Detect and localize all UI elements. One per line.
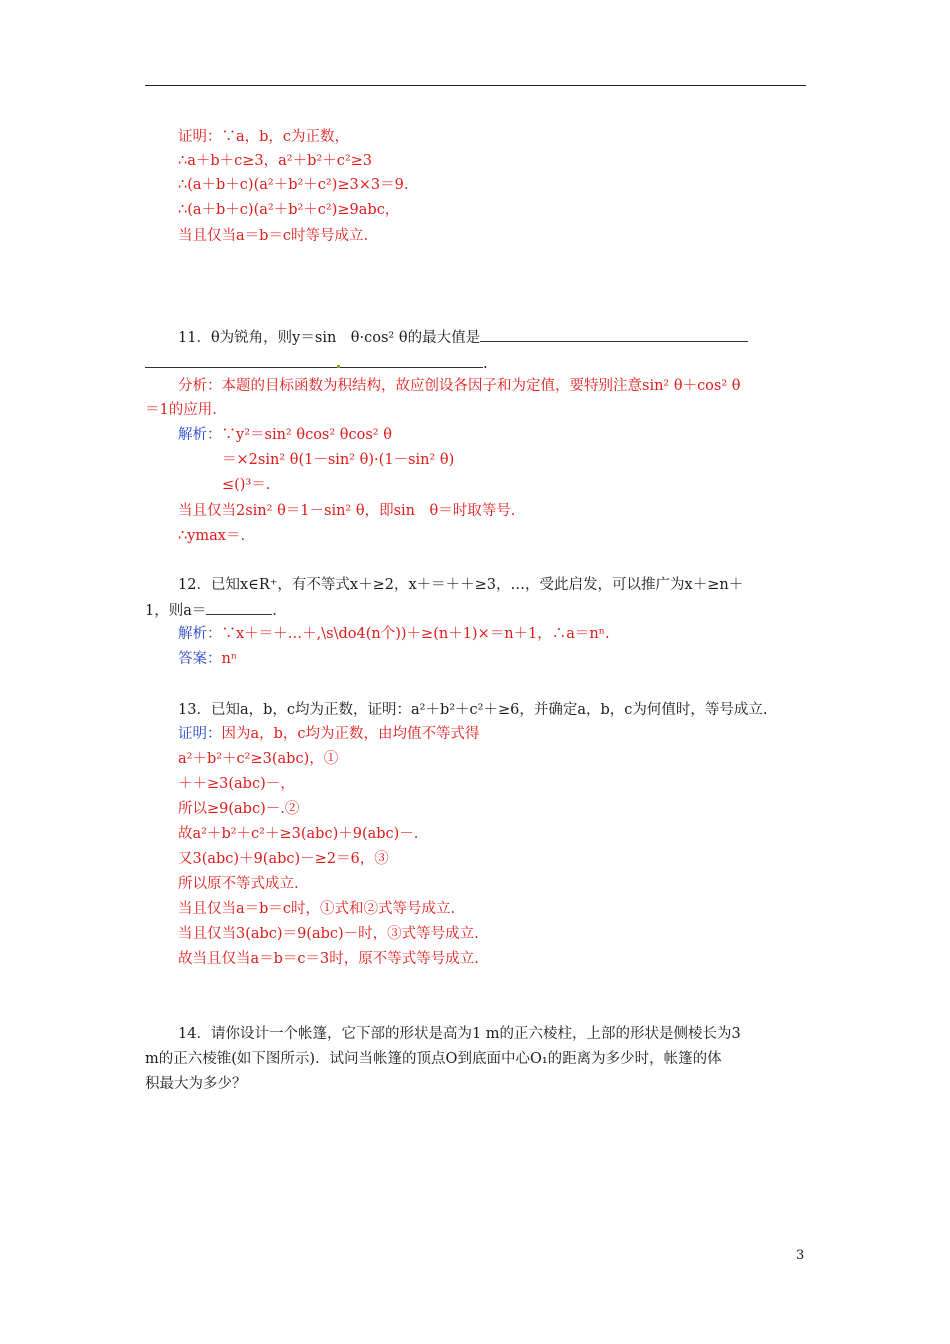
- proof-13-line-1: [178, 724, 480, 744]
- solution-11-line-2: ＝×2sin² θ(1－sin² θ)·(1－sin² θ): [222, 452, 455, 468]
- solution-11-line-5: ∴ymax＝.: [178, 528, 246, 544]
- analysis-11-line-1: 分析：本题的目标函数为积结构，故应创设各因子和为定值，要特别注意sin² θ＋cos² θ: [178, 378, 741, 394]
- answer-blank-12: [206, 600, 272, 615]
- solution-label: 解析：: [178, 626, 222, 642]
- proof-13-line-3: ＋＋≥3(abc)－，: [178, 776, 295, 792]
- question-13-stem: 13．已知a，b，c均为正数，证明：a²＋b²＋c²＋≥6，并确定a，b，c为何值时，等号成立.: [178, 702, 768, 718]
- answer-label: 答案：: [178, 651, 222, 667]
- proof-label: 证明：: [178, 726, 222, 742]
- header-rule: [145, 85, 806, 86]
- question-14-line-3: 积最大为多少？: [145, 1076, 247, 1092]
- question-12-line-1: 12．已知x∈R⁺，有不等式x＋≥2，x＋＝＋＋≥3，…，受此启发，可以推广为x＋≥n＋: [178, 577, 744, 593]
- proof-13-line-2: a²＋b²＋c²≥3(abc)，①: [178, 751, 339, 767]
- question-11-stem: [178, 327, 748, 348]
- proof-13-line-9: 当且仅当3(abc)＝9(abc)－时，③式等号成立.: [178, 926, 479, 942]
- proof-13-line-8: 当且仅当a＝b＝c时，①式和②式等号成立.: [178, 901, 456, 917]
- answer-text: nⁿ: [221, 651, 238, 667]
- proof-line-3: ∴(a＋b＋c)(a²＋b²＋c²)≥3×3＝9.: [178, 177, 409, 193]
- proof-13-line-10: 故当且仅当a＝b＝c＝3时，原不等式等号成立.: [178, 951, 479, 967]
- question-14-line-1: 14．请你设计一个帐篷，它下部的形状是高为1 m的正六棱柱，上部的形状是侧棱长为3: [178, 1026, 741, 1042]
- page-number: 3: [796, 1248, 805, 1263]
- solution-text: ∵x＋＝＋…＋,\s\do4(n个))＋≥(n＋1)×＝n＋1，∴a＝nⁿ.: [221, 626, 610, 642]
- question-12-end: ．: [272, 603, 287, 619]
- solution-11-line-4: 当且仅当2sin² θ＝1－sin² θ，即sin θ＝时取等号.: [178, 503, 516, 519]
- answer-blank-11b: [145, 353, 337, 368]
- proof-13-line-5: 故a²＋b²＋c²＋≥3(abc)＋9(abc)－.: [178, 826, 419, 842]
- solution-11-line-1: [178, 425, 392, 445]
- solution-12: [178, 624, 610, 644]
- solution-label: 解析：: [178, 427, 222, 443]
- proof-line-5: 当且仅当a＝b＝c时等号成立.: [178, 228, 369, 244]
- proof-13-line-6: 又3(abc)＋9(abc)－≥2＝6，③: [178, 851, 389, 867]
- question-11-blank-line: [145, 353, 488, 374]
- solution-11-line-3: ≤()³＝.: [222, 477, 271, 493]
- proof-line-4: ∴(a＋b＋c)(a²＋b²＋c²)≥9abc，: [178, 202, 400, 218]
- question-11-text: 11．θ为锐角，则y＝sin θ·cos² θ的最大值是: [178, 330, 481, 346]
- proof-13-line-7: 所以原不等式成立.: [178, 876, 299, 892]
- blank-end: .: [483, 356, 488, 372]
- analysis-11-line-2: ＝1的应用.: [145, 402, 217, 418]
- answer-blank-11c: [340, 353, 483, 368]
- proof-line-2: ∴a＋b＋c≥3，a²＋b²＋c²≥3: [178, 153, 373, 169]
- solution-text: ∵y²＝sin² θcos² θcos² θ: [221, 427, 392, 443]
- answer-blank-11a: [480, 327, 748, 342]
- proof-text: 因为a，b，c均为正数，由均值不等式得: [221, 726, 480, 742]
- question-14-line-2: m的正六棱锥(如下图所示)．试问当帐篷的顶点O到底面中心O₁的距离为多少时，帐篷的体: [145, 1051, 722, 1067]
- answer-12: [178, 649, 237, 669]
- proof-line-1: 证明：∵a，b，c为正数，: [178, 129, 350, 145]
- proof-13-line-4: 所以≥9(abc)－.②: [178, 801, 300, 817]
- question-12-line-2: [145, 600, 287, 621]
- question-12-text: 1，则a＝: [145, 603, 207, 619]
